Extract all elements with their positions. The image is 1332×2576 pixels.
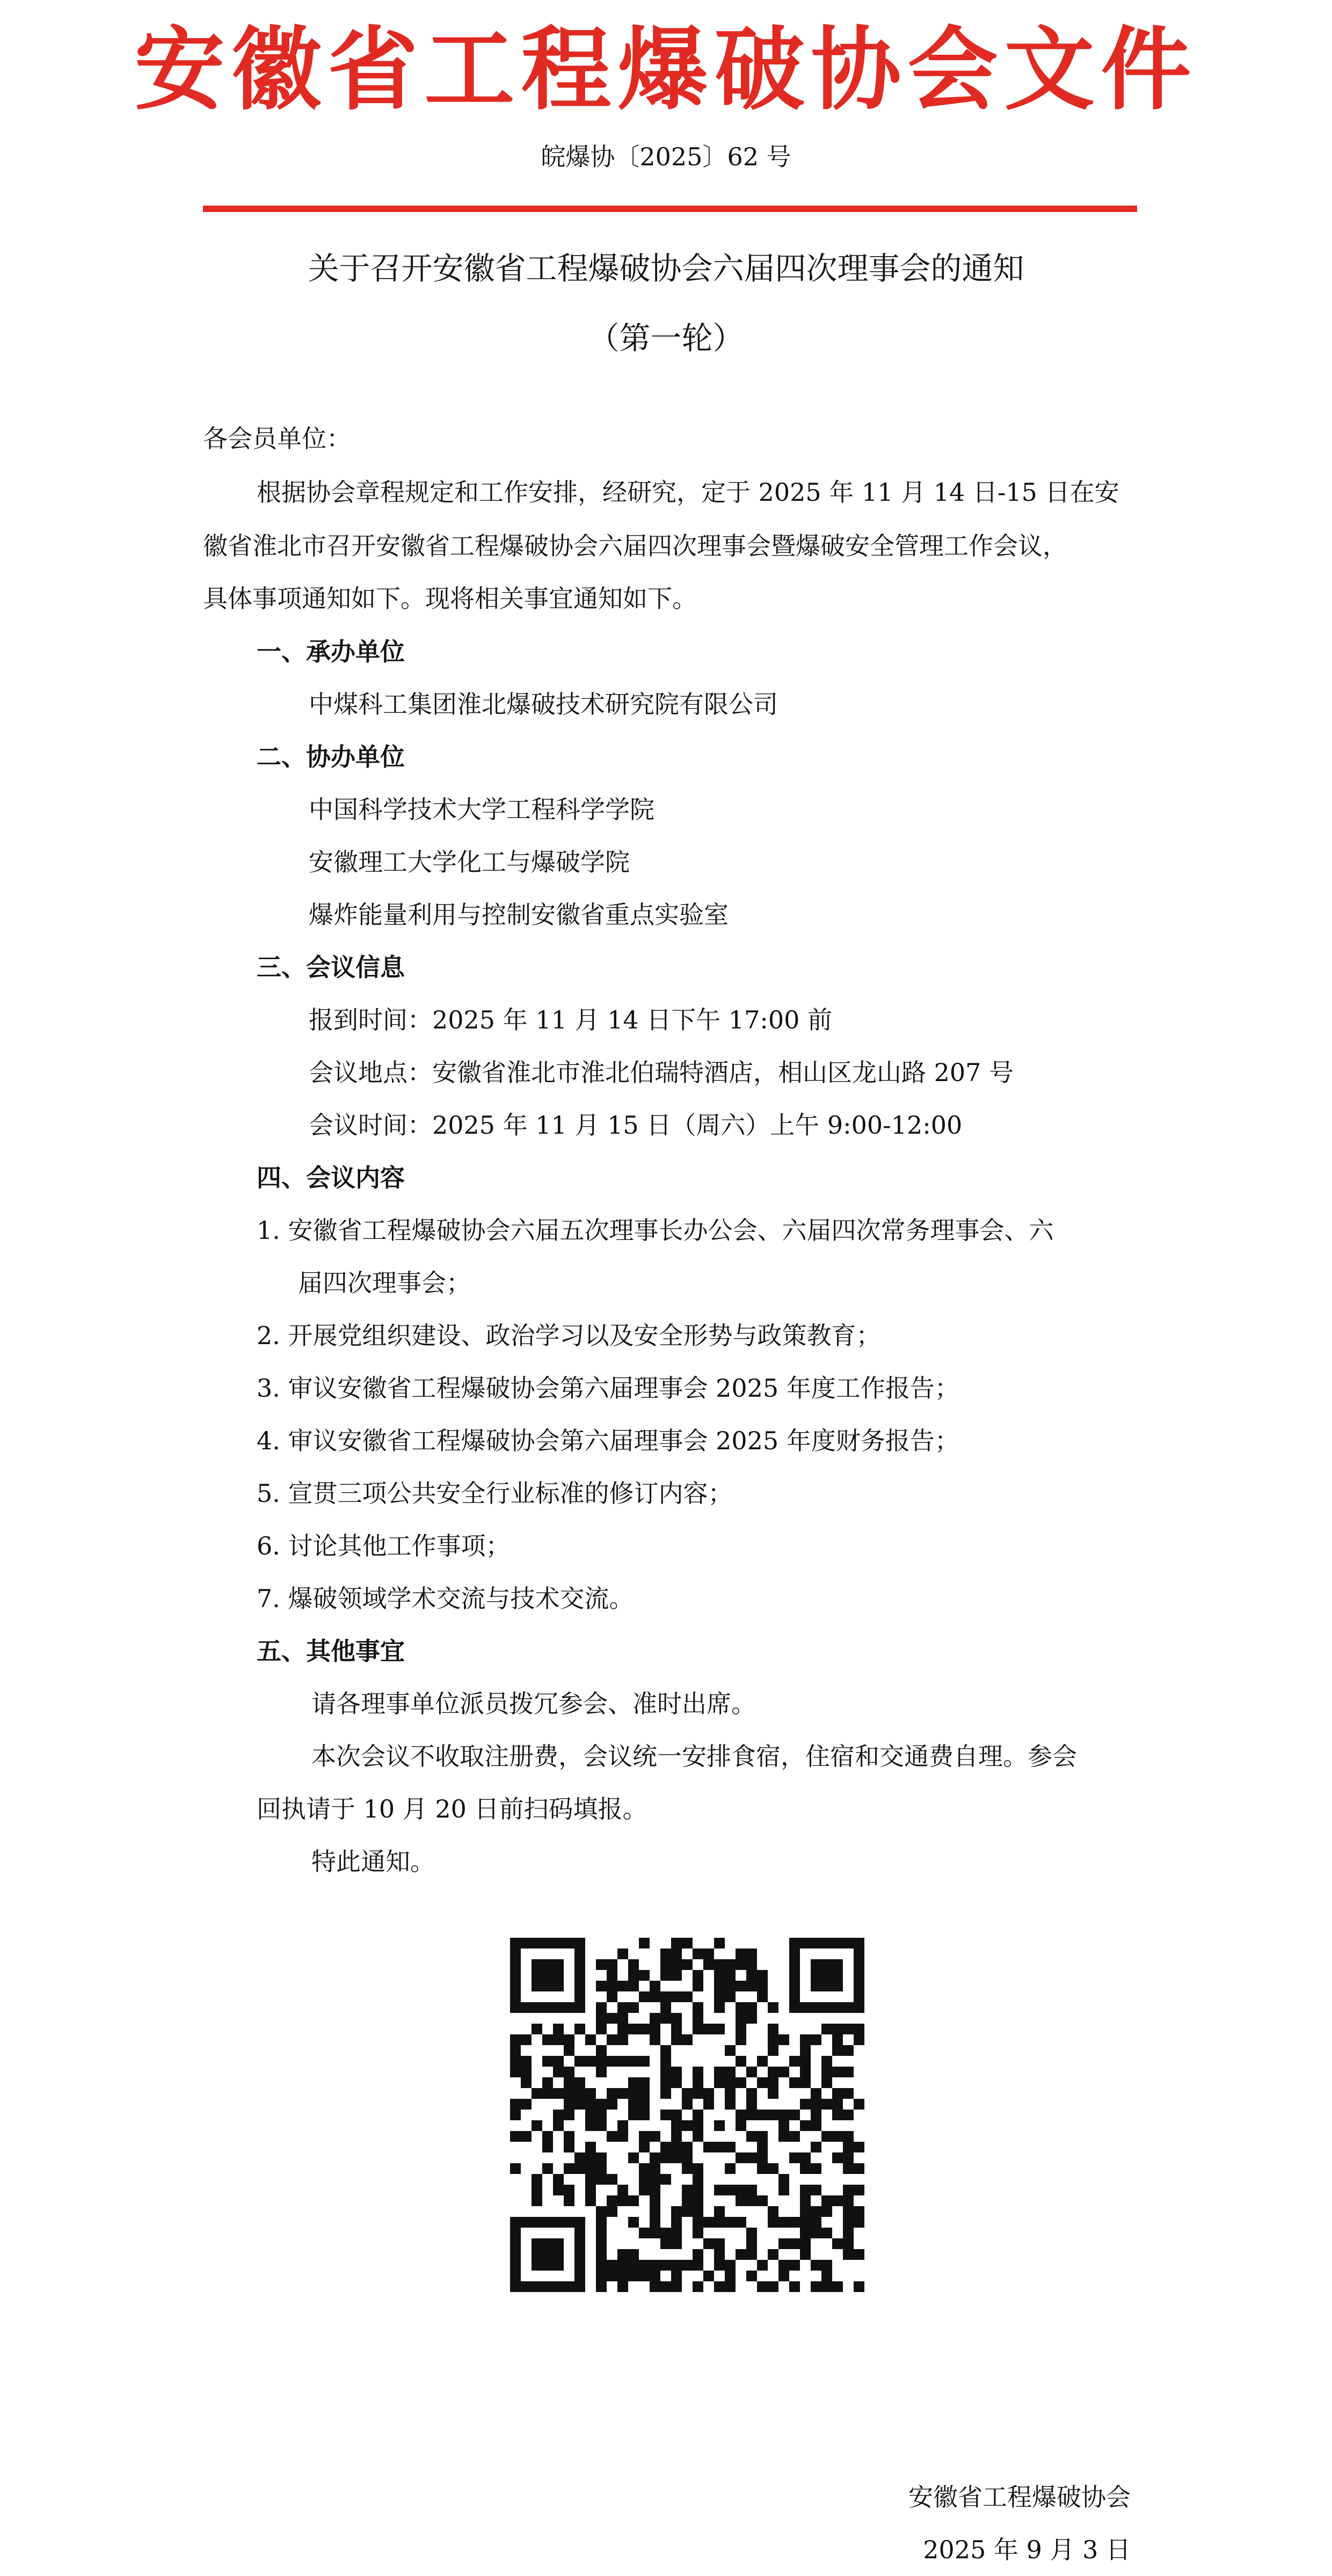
section-heading-agenda: 四、会议内容 [257, 1163, 405, 1192]
other-item-continuation: 回执请于 10 月 20 日前扫码填报。 [257, 1794, 647, 1823]
organizer-item: 中煤科工集团淮北爆破技术研究院有限公司 [309, 690, 778, 719]
agenda-item: 3. 审议安徽省工程爆破协会第六届理事会 2025 年度工作报告； [257, 1374, 959, 1403]
intro-line-3: 具体事项通知如下。现将相关事宜通知如下。 [203, 584, 697, 613]
other-item: 本次会议不收取注册费，会议统一安排食宿，住宿和交通费自理。参会 [311, 1742, 1077, 1771]
notice-subtitle: （第一轮） [588, 320, 744, 356]
section-heading-meeting-info: 三、会议信息 [257, 953, 405, 982]
notice-title: 关于召开安徽省工程爆破协会六届四次理事会的通知 [308, 250, 1024, 287]
agenda-item: 1. 安徽省工程爆破协会六届五次理事长办公会、六届四次常务理事会、六 [257, 1216, 1054, 1245]
header-red-rule [203, 206, 1137, 212]
agenda-item: 5. 宣贯三项公共安全行业标准的修订内容； [257, 1479, 733, 1508]
agenda-item: 6. 讨论其他工作事项； [257, 1531, 511, 1560]
agenda-item: 2. 开展党组织建设、政治学习以及安全形势与政策教育； [257, 1321, 881, 1350]
section-heading-other: 五、其他事宜 [257, 1637, 405, 1666]
signature-date: 2025 年 9 月 3 日 [923, 2535, 1131, 2564]
meeting-location: 会议地点：安徽省淮北市淮北伯瑞特酒店，相山区龙山路 207 号 [309, 1058, 1014, 1087]
closing-remark: 特此通知。 [311, 1847, 435, 1876]
salutation: 各会员单位： [203, 424, 351, 453]
header-title: 安徽省工程爆破协会文件 [134, 17, 1198, 122]
section-heading-co-organizers: 二、协办单位 [257, 742, 405, 771]
qr-code-graphic [505, 1932, 870, 2297]
co-organizer-item: 爆炸能量利用与控制安徽省重点实验室 [309, 900, 729, 929]
co-organizer-item: 中国科学技术大学工程科学学院 [309, 795, 654, 824]
signature-org: 安徽省工程爆破协会 [908, 2483, 1131, 2512]
co-organizer-item: 安徽理工大学化工与爆破学院 [309, 848, 630, 877]
agenda-item-continuation: 届四次理事会； [298, 1268, 471, 1297]
qr-code-icon[interactable] [505, 1932, 870, 2297]
checkin-time: 报到时间：2025 年 11 月 14 日下午 17:00 前 [309, 1005, 833, 1034]
intro-line-2: 徽省淮北市召开安徽省工程爆破协会六届四次理事会暨爆破安全管理工作会议， [203, 531, 1067, 560]
document-number: 皖爆协〔2025〕62 号 [541, 142, 791, 171]
other-item: 请各理事单位派员拨冗参会、准时出席。 [311, 1689, 756, 1718]
agenda-item: 7. 爆破领域学术交流与技术交流。 [257, 1584, 634, 1613]
meeting-time: 会议时间：2025 年 11 月 15 日（周六）上午 9:00-12:00 [309, 1111, 963, 1140]
section-heading-organizer: 一、承办单位 [257, 637, 405, 666]
agenda-item: 4. 审议安徽省工程爆破协会第六届理事会 2025 年度财务报告； [257, 1426, 959, 1455]
intro-line-1: 根据协会章程规定和工作安排，经研究，定于 2025 年 11 月 14 日-15 日在安 [257, 478, 1119, 507]
